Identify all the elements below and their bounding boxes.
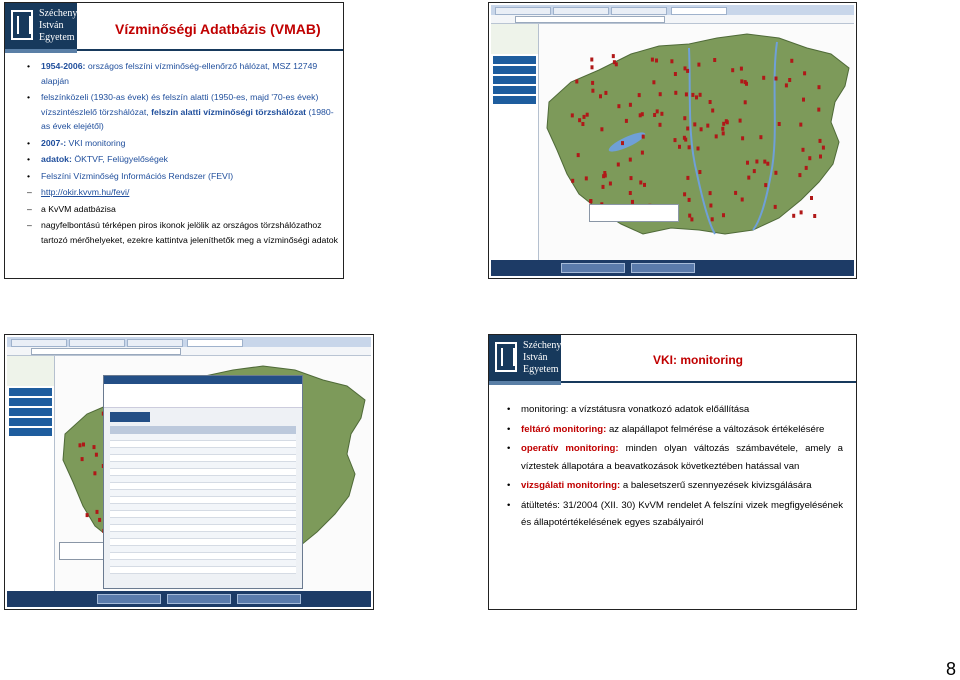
browser-tabbar: [7, 337, 371, 347]
station-marker-icon[interactable]: [674, 138, 677, 142]
station-marker-icon[interactable]: [599, 94, 602, 98]
url-box: [515, 16, 665, 23]
table-row: [110, 441, 296, 448]
table-row: [110, 532, 296, 539]
table-row: [110, 469, 296, 476]
bullet-item: • feltáró monitoring: az alapállapot felmérése a változások értékelésére: [507, 421, 843, 439]
station-marker-icon[interactable]: [759, 135, 762, 139]
station-marker-icon[interactable]: [802, 98, 805, 102]
station-marker-icon[interactable]: [604, 91, 607, 95]
station-marker-icon[interactable]: [643, 183, 646, 187]
bullet-item: • operatív monitoring: minden olyan változás számbavétele, amely a víztestek állapotára a beavatkozások következtében hatással van: [507, 440, 843, 475]
station-marker-icon[interactable]: [656, 109, 659, 113]
station-marker-icon[interactable]: [686, 176, 689, 180]
station-marker-icon[interactable]: [617, 104, 620, 108]
station-marker-icon[interactable]: [700, 127, 703, 131]
address-bar: [7, 347, 371, 356]
sidebar-button: [493, 76, 536, 84]
table-row: [110, 525, 296, 532]
page-number: 8: [945, 659, 956, 679]
station-marker-icon[interactable]: [590, 58, 593, 62]
station-marker-icon[interactable]: [753, 169, 756, 173]
station-marker-icon[interactable]: [683, 116, 686, 120]
table-row: [110, 567, 296, 574]
station-marker-icon[interactable]: [617, 163, 620, 167]
station-marker-icon[interactable]: [686, 127, 689, 131]
station-marker-icon[interactable]: [688, 214, 691, 218]
station-marker-icon[interactable]: [652, 80, 655, 84]
station-marker-icon[interactable]: [591, 65, 594, 69]
station-marker-icon[interactable]: [612, 54, 615, 58]
station-marker-icon[interactable]: [799, 123, 802, 127]
station-marker-icon[interactable]: [642, 135, 645, 139]
station-marker-icon[interactable]: [688, 198, 691, 202]
data-popup-window: [103, 375, 303, 589]
slide-title: Vízminőségi Adatbázis (VMAB): [115, 21, 321, 37]
university-logo: [5, 3, 81, 49]
station-marker-icon[interactable]: [746, 161, 749, 165]
station-marker-icon[interactable]: [800, 210, 803, 214]
browser-tab: [187, 339, 243, 347]
station-marker-icon[interactable]: [813, 214, 816, 218]
station-marker-icon[interactable]: [686, 69, 689, 73]
station-marker-icon[interactable]: [659, 123, 662, 127]
station-marker-icon[interactable]: [93, 471, 96, 475]
table-header: [110, 426, 296, 434]
station-marker-icon[interactable]: [740, 79, 743, 83]
station-marker-icon[interactable]: [762, 76, 765, 80]
station-marker-icon[interactable]: [715, 134, 718, 138]
station-marker-icon[interactable]: [674, 91, 677, 95]
station-marker-icon[interactable]: [683, 192, 686, 196]
station-marker-icon[interactable]: [745, 82, 748, 86]
browser-screenshot: [491, 5, 854, 276]
table-row: [110, 504, 296, 511]
station-marker-icon[interactable]: [581, 122, 584, 126]
url-box: [31, 348, 181, 355]
browser-screenshot: [7, 337, 371, 607]
station-marker-icon[interactable]: [602, 185, 605, 189]
station-marker-icon[interactable]: [660, 112, 663, 116]
browser-tab: [11, 339, 67, 347]
browser-tab: [611, 7, 667, 15]
bullet-item: • vizsgálati monitoring: a balesetszerű szennyezések kivizsgálására: [507, 477, 843, 495]
station-marker-icon[interactable]: [731, 68, 734, 72]
station-marker-icon[interactable]: [625, 119, 628, 123]
table-row: [110, 483, 296, 490]
station-marker-icon[interactable]: [583, 115, 586, 119]
table-row: [110, 455, 296, 462]
station-marker-icon[interactable]: [641, 151, 644, 155]
station-marker-icon[interactable]: [655, 59, 658, 63]
station-marker-icon[interactable]: [96, 510, 99, 514]
browser-tabbar: [491, 5, 854, 15]
station-marker-icon[interactable]: [86, 513, 89, 517]
station-marker-icon[interactable]: [678, 145, 681, 149]
station-marker-icon[interactable]: [711, 217, 714, 221]
bullet-list: [507, 401, 843, 534]
station-marker-icon[interactable]: [639, 181, 642, 185]
bullet-item: • monitoring: a vízstátusra vonatkozó adatok előállítása: [507, 401, 843, 419]
taskbar-item: [561, 263, 625, 273]
slide-vmab: [4, 2, 344, 279]
station-marker-icon[interactable]: [706, 124, 709, 128]
table-row: [110, 553, 296, 560]
station-marker-icon[interactable]: [79, 443, 82, 447]
slide-data-screenshot: [4, 334, 374, 610]
station-marker-icon[interactable]: [697, 147, 700, 151]
table-row: [110, 518, 296, 525]
station-marker-icon[interactable]: [613, 60, 616, 64]
sub-bullet-item: – a KvVM adatbázisa: [27, 202, 339, 217]
station-marker-icon[interactable]: [674, 72, 677, 76]
station-marker-icon[interactable]: [82, 443, 85, 447]
table-row: [110, 511, 296, 518]
station-marker-icon[interactable]: [629, 191, 632, 195]
address-bar: [491, 15, 854, 24]
station-marker-icon[interactable]: [722, 131, 725, 135]
station-marker-icon[interactable]: [774, 171, 777, 175]
station-marker-icon[interactable]: [571, 113, 574, 117]
table-row: [110, 539, 296, 546]
station-marker-icon[interactable]: [621, 141, 624, 145]
station-marker-icon[interactable]: [711, 109, 714, 113]
station-marker-icon[interactable]: [785, 83, 788, 87]
station-marker-icon[interactable]: [98, 518, 101, 522]
station-marker-icon[interactable]: [778, 122, 781, 126]
station-marker-icon[interactable]: [763, 160, 766, 164]
station-marker-icon[interactable]: [803, 71, 806, 75]
station-marker-icon[interactable]: [713, 58, 716, 62]
logo-line-2: István: [39, 20, 64, 31]
taskbar-item: [167, 594, 231, 604]
sidebar-logo: [7, 356, 54, 386]
station-marker-icon[interactable]: [822, 146, 825, 150]
station-marker-icon[interactable]: [575, 80, 578, 84]
table-row: [110, 490, 296, 497]
taskbar: [7, 591, 371, 607]
station-marker-icon[interactable]: [659, 92, 662, 96]
app-sidebar: [491, 24, 539, 260]
station-marker-icon[interactable]: [766, 162, 769, 166]
station-marker-icon[interactable]: [695, 95, 698, 99]
station-marker-icon[interactable]: [819, 155, 822, 159]
popup-titlebar: [104, 376, 302, 384]
station-marker-icon[interactable]: [683, 136, 686, 140]
station-marker-icon[interactable]: [586, 113, 589, 117]
sidebar-button: [493, 86, 536, 94]
scale-box: [589, 204, 679, 222]
station-marker-icon[interactable]: [755, 160, 758, 164]
sidebar-button: [493, 56, 536, 64]
browser-tab: [495, 7, 551, 15]
bullet-item: • adatok: ÖKTVF, Felügyelőségek: [27, 152, 339, 167]
station-marker-icon[interactable]: [819, 139, 822, 143]
browser-tab: [127, 339, 183, 347]
taskbar-item: [631, 263, 695, 273]
sidebar-button: [9, 388, 52, 396]
station-marker-icon[interactable]: [805, 166, 808, 170]
station-marker-icon[interactable]: [725, 119, 728, 123]
station-marker-icon[interactable]: [734, 191, 737, 195]
header-divider: [77, 49, 343, 51]
station-marker-icon[interactable]: [790, 59, 793, 63]
sidebar-button: [9, 398, 52, 406]
station-marker-icon[interactable]: [571, 179, 574, 183]
station-marker-icon[interactable]: [688, 145, 691, 149]
station-marker-icon[interactable]: [740, 67, 743, 71]
station-marker-icon[interactable]: [95, 453, 98, 457]
station-marker-icon[interactable]: [775, 77, 778, 81]
browser-tab: [553, 7, 609, 15]
university-logo: [489, 335, 565, 381]
bullet-item: • Felszíni Vízminőség Információs Rendszer (FEVI): [27, 169, 339, 184]
bullet-item: • felszínközeli (1930-as évek) és felszín alatti (1950-es, majd '70-es évek) vízszintészlelő törzshálózat, felszín alatti vízminőségi törzshálózat (1980-as évek elejétől): [27, 90, 339, 134]
hungary-map: [539, 24, 856, 248]
station-marker-icon[interactable]: [691, 93, 694, 97]
station-marker-icon[interactable]: [651, 58, 654, 62]
station-marker-icon[interactable]: [578, 118, 581, 122]
station-marker-icon[interactable]: [721, 127, 724, 131]
station-marker-icon[interactable]: [81, 457, 84, 461]
table-row: [110, 448, 296, 455]
station-marker-icon[interactable]: [699, 93, 702, 97]
station-marker-icon[interactable]: [641, 112, 644, 116]
station-marker-icon[interactable]: [684, 66, 687, 70]
station-marker-icon[interactable]: [591, 89, 594, 93]
station-marker-icon[interactable]: [685, 92, 688, 96]
station-marker-icon[interactable]: [609, 182, 612, 186]
logo-emblem-icon: [495, 342, 517, 372]
station-marker-icon[interactable]: [722, 122, 725, 126]
station-marker-icon[interactable]: [818, 85, 821, 89]
station-marker-icon[interactable]: [630, 176, 633, 180]
station-marker-icon[interactable]: [585, 176, 588, 180]
station-marker-icon[interactable]: [788, 78, 791, 82]
table-row: [110, 434, 296, 441]
logo-divider: [489, 381, 561, 385]
table-row: [110, 476, 296, 483]
map-view: [539, 24, 854, 260]
station-marker-icon[interactable]: [764, 183, 767, 187]
bullet-item: • átültetés: 31/2004 (XII. 30) KvVM rendelet A felszíni vizek megfigyelésének és állapotértékelésének egyes szabályairól: [507, 497, 843, 532]
sidebar-button: [9, 428, 52, 436]
station-marker-icon[interactable]: [810, 196, 813, 200]
station-marker-icon[interactable]: [697, 63, 700, 67]
station-marker-icon[interactable]: [709, 191, 712, 195]
station-marker-icon[interactable]: [747, 176, 750, 180]
station-marker-icon[interactable]: [741, 136, 744, 140]
station-marker-icon[interactable]: [722, 213, 725, 217]
station-marker-icon[interactable]: [577, 153, 580, 157]
station-marker-icon[interactable]: [591, 81, 594, 85]
table-row: [110, 462, 296, 469]
logo-line-3: Egyetem: [523, 364, 559, 375]
station-marker-icon[interactable]: [739, 119, 742, 123]
bullet-list: [27, 59, 339, 249]
taskbar-item: [97, 594, 161, 604]
header-divider: [561, 381, 856, 383]
bullet-item: • 1954-2006: országos felszíni vízminőség-ellenőrző hálózat, MSZ 12749 alapján: [27, 59, 339, 88]
station-marker-icon[interactable]: [629, 103, 632, 107]
fevi-link[interactable]: – http://okir.kvvm.hu/fevi/: [27, 185, 339, 200]
table-row: [110, 546, 296, 553]
sidebar-button: [493, 96, 536, 104]
station-marker-icon[interactable]: [603, 171, 606, 175]
station-marker-icon[interactable]: [690, 217, 693, 221]
slide-map-screenshot: [488, 2, 857, 279]
logo-line-3: Egyetem: [39, 32, 75, 43]
station-marker-icon[interactable]: [817, 108, 820, 112]
popup-tab: [110, 412, 150, 422]
taskbar: [491, 260, 854, 276]
slide-title: VKI: monitoring: [653, 353, 743, 367]
app-sidebar: [7, 356, 55, 591]
station-marker-icon[interactable]: [600, 127, 603, 131]
slide-vki-monitoring: [488, 334, 857, 610]
popup-station-header: [104, 384, 302, 408]
station-marker-icon[interactable]: [709, 204, 712, 208]
sidebar-button: [9, 418, 52, 426]
station-marker-icon[interactable]: [802, 148, 805, 152]
logo-line-2: István: [523, 352, 548, 363]
station-marker-icon[interactable]: [693, 122, 696, 126]
station-marker-icon[interactable]: [744, 100, 747, 104]
browser-tab: [671, 7, 727, 15]
station-marker-icon[interactable]: [653, 113, 656, 117]
logo-line-1: Széchenyi: [39, 8, 81, 19]
bullet-item: • 2007-: VKI monitoring: [27, 136, 339, 151]
station-marker-icon[interactable]: [774, 205, 777, 209]
station-marker-icon[interactable]: [808, 156, 811, 160]
table-row: [110, 560, 296, 567]
station-marker-icon[interactable]: [93, 445, 96, 449]
taskbar-item: [237, 594, 301, 604]
browser-tab: [69, 339, 125, 347]
station-marker-icon[interactable]: [670, 59, 673, 63]
station-marker-icon[interactable]: [798, 173, 801, 177]
station-marker-icon[interactable]: [709, 100, 712, 104]
station-marker-icon[interactable]: [629, 158, 632, 162]
station-marker-icon[interactable]: [792, 214, 795, 218]
station-marker-icon[interactable]: [638, 93, 641, 97]
sidebar-button: [493, 66, 536, 74]
sub-bullet-item: – nagyfelbontású térképen piros ikonok jelölik az országos törzshálózathoz tartozó mérőhelyeket, ezekre kattintva jeleníthetők meg a vízminőségi adatok: [27, 218, 339, 247]
logo-divider: [5, 49, 77, 53]
station-marker-icon[interactable]: [698, 170, 701, 174]
table-row: [110, 497, 296, 504]
station-marker-icon[interactable]: [741, 198, 744, 202]
logo-emblem-icon: [11, 10, 33, 40]
sidebar-logo: [491, 24, 538, 54]
sidebar-button: [9, 408, 52, 416]
logo-line-1: Széchenyi: [523, 340, 565, 351]
station-marker-icon[interactable]: [589, 199, 592, 203]
data-table: [110, 434, 296, 574]
